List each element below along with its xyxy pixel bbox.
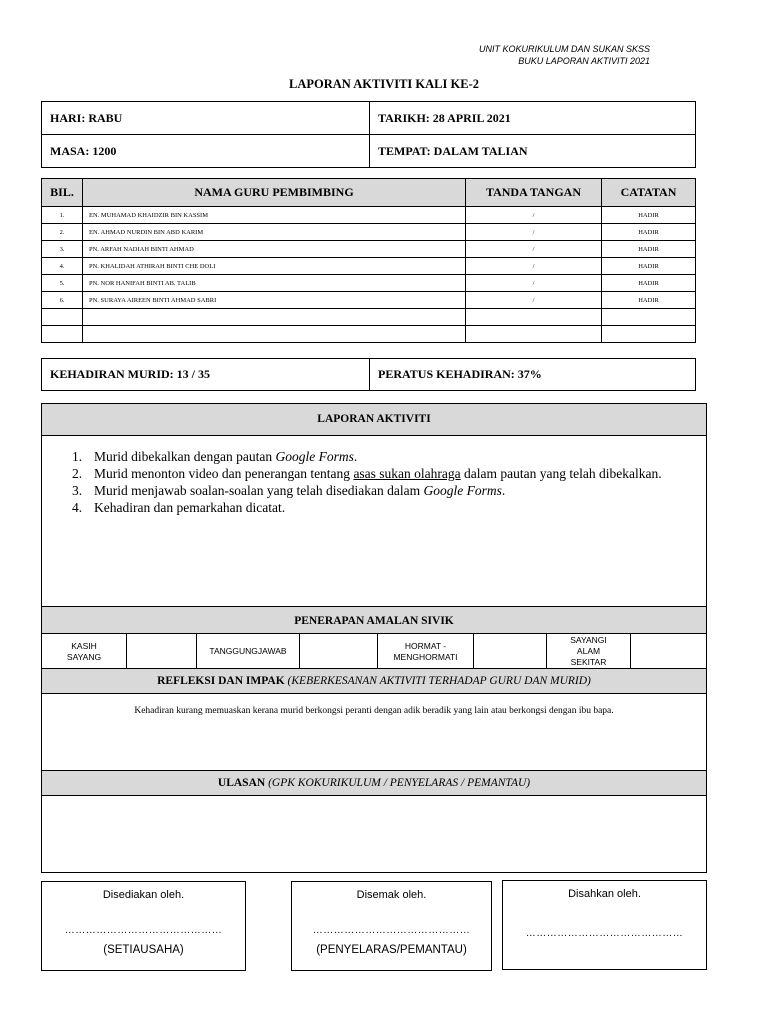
empty-cell <box>42 326 83 343</box>
ulasan-title: ULASAN <box>217 777 266 789</box>
report-box <box>41 403 707 873</box>
table-row <box>42 292 696 309</box>
list-number: 4. <box>72 500 83 515</box>
label-line: MENGHORMATI <box>393 651 458 662</box>
hormat-box <box>474 634 547 669</box>
tanda-cell: / <box>466 241 602 258</box>
ulasan-note: (GPK KOKURIKULUM / PENYELARAS / PEMANTAU) <box>268 777 531 789</box>
penyelaras-label: (PENYELARAS/PEMANTAU) <box>316 944 467 956</box>
info-table <box>41 101 696 168</box>
catatan-cell: HADIR <box>602 258 696 275</box>
tanda-cell: / <box>466 275 602 292</box>
book-header: BUKU LAPORAN AKTIVITI 2021 <box>518 56 650 66</box>
empty-cell <box>466 309 602 326</box>
bil-cell: 1. <box>42 207 83 224</box>
empty-cell <box>466 326 602 343</box>
tanda-cell: / <box>466 258 602 275</box>
bil-cell: 6. <box>42 292 83 309</box>
list-number: 3. <box>72 483 83 498</box>
nama-cell: PN. NOR HANIFAH BINTI AB. TALIB <box>83 275 466 292</box>
table-row <box>42 207 696 224</box>
sayangi-alam-box <box>631 634 706 669</box>
label-line: SAYANGI <box>570 635 607 645</box>
signature-line: ……………………………………… <box>312 925 471 936</box>
col-header-tanda: TANDA TANGAN <box>466 179 602 207</box>
attendance-table <box>41 358 696 391</box>
refleksi-text: Kehadiran kurang memuaskan kerana murid berkongsi peranti dengan adik beradik yang lain atau berkongsi dengan ibu bapa. <box>134 706 614 716</box>
list-text: Kehadiran dan pemarkahan dicatat. <box>94 500 286 515</box>
table-row <box>42 241 696 258</box>
signature-line: ……………………………………… <box>64 925 223 936</box>
list-text: . <box>353 449 358 464</box>
disemak-box <box>291 881 492 971</box>
empty-cell <box>83 309 466 326</box>
catatan-cell: HADIR <box>602 292 696 309</box>
empty-cell <box>42 309 83 326</box>
label-line: KASIH <box>71 640 97 651</box>
empty-cell <box>602 326 696 343</box>
list-text-italic: Google Forms <box>275 449 354 464</box>
empty-cell <box>602 309 696 326</box>
refleksi-note: (KEBERKESANAN AKTIVITI TERHADAP GURU DAN MURID) <box>287 675 591 687</box>
sivik-heading: PENERAPAN AMALAN SIVIK <box>42 606 706 634</box>
catatan-cell: HADIR <box>602 275 696 292</box>
list-text: . <box>501 483 506 498</box>
list-item <box>72 499 692 516</box>
list-item <box>72 482 692 499</box>
table-row-empty <box>42 309 696 326</box>
nama-cell: EN. MUHAMAD KHAIDZIR BIN KASSIM <box>83 207 466 224</box>
tanda-cell: / <box>466 292 602 309</box>
hari-cell: HARI: RABU <box>42 102 370 135</box>
catatan-cell: HADIR <box>602 207 696 224</box>
list-text-italic: Google Forms <box>423 483 502 498</box>
table-row <box>42 224 696 241</box>
table-row <box>42 258 696 275</box>
refleksi-heading <box>42 668 706 694</box>
signature-line: ……………………………………… <box>525 928 684 939</box>
peratus-kehadiran-cell: PERATUS KEHADIRAN: 37% <box>370 359 696 391</box>
nama-cell: EN. AHMAD NURDIN BIN ABD KARIM <box>83 224 466 241</box>
empty-cell <box>83 326 466 343</box>
sayangi-alam-label <box>547 634 631 669</box>
list-text: Murid dibekalkan dengan pautan <box>94 449 276 464</box>
kasih-sayang-box <box>127 634 197 669</box>
catatan-cell: HADIR <box>602 224 696 241</box>
disahkan-box <box>502 880 707 970</box>
nama-cell: PN. SURAYA AIREEN BINTI AHMAD SABRI <box>83 292 466 309</box>
hormat-label <box>378 634 474 669</box>
list-number: 1. <box>72 449 83 464</box>
tanda-cell: / <box>466 224 602 241</box>
col-header-catatan: CATATAN <box>602 179 696 207</box>
col-header-nama: NAMA GURU PEMBIMBING <box>83 179 466 207</box>
list-text: Murid menjawab soalan-soalan yang telah disediakan dalam <box>94 483 424 498</box>
bil-cell: 4. <box>42 258 83 275</box>
laporan-heading: LAPORAN AKTIVITI <box>42 404 706 436</box>
bil-cell: 3. <box>42 241 83 258</box>
nama-cell: PN. KHALIDAH ATHIRAH BINTI CHE DOLI <box>83 258 466 275</box>
label-line: HORMAT - <box>404 640 447 651</box>
bil-cell: 5. <box>42 275 83 292</box>
table-row-empty <box>42 326 696 343</box>
tanda-cell: / <box>466 207 602 224</box>
table-row <box>42 275 696 292</box>
disemak-label: Disemak oleh. <box>356 889 427 901</box>
page-title: LAPORAN AKTIVITI KALI KE-2 <box>289 77 479 91</box>
kehadiran-murid-cell: KEHADIRAN MURID: 13 / 35 <box>42 359 370 391</box>
tarikh-cell: TARIKH: 28 APRIL 2021 <box>370 102 696 135</box>
col-header-bil: BIL. <box>42 179 83 207</box>
unit-header: UNIT KOKURIKULUM DAN SUKAN SKSS <box>478 44 650 54</box>
disediakan-label: Disediakan oleh. <box>102 889 185 901</box>
masa-cell: MASA: 1200 <box>42 135 370 168</box>
sivik-row <box>42 634 706 669</box>
nama-cell: PN. ARFAH NADIAH BINTI AHMAD <box>83 241 466 258</box>
ulasan-heading <box>42 770 706 796</box>
list-text: Murid menonton video dan penerangan tentang <box>94 466 354 481</box>
setiausaha-label: (SETIAUSAHA) <box>103 944 184 956</box>
disediakan-box <box>41 881 246 971</box>
tanggungjawab-label: TANGGUNGJAWAB <box>197 634 300 669</box>
list-number: 2. <box>72 466 83 481</box>
label-line: ALAM <box>576 646 601 656</box>
catatan-cell: HADIR <box>602 241 696 258</box>
list-text-underline: asas sukan olahraga <box>353 466 461 481</box>
disahkan-label: Disahkan oleh. <box>568 888 641 900</box>
tanggungjawab-box <box>300 634 378 669</box>
tempat-cell: TEMPAT: DALAM TALIAN <box>370 135 696 168</box>
bil-cell: 2. <box>42 224 83 241</box>
label-line: SEKITAR <box>570 657 607 667</box>
refleksi-title: REFLEKSI DAN IMPAK <box>157 675 285 687</box>
list-text: dalam pautan yang telah dibekalkan. <box>460 466 662 481</box>
list-item <box>72 465 692 482</box>
label-line: SAYANG <box>66 651 102 662</box>
guru-table <box>41 178 696 343</box>
list-item <box>72 448 692 465</box>
kasih-sayang-label <box>42 634 127 669</box>
laporan-list <box>72 448 692 516</box>
